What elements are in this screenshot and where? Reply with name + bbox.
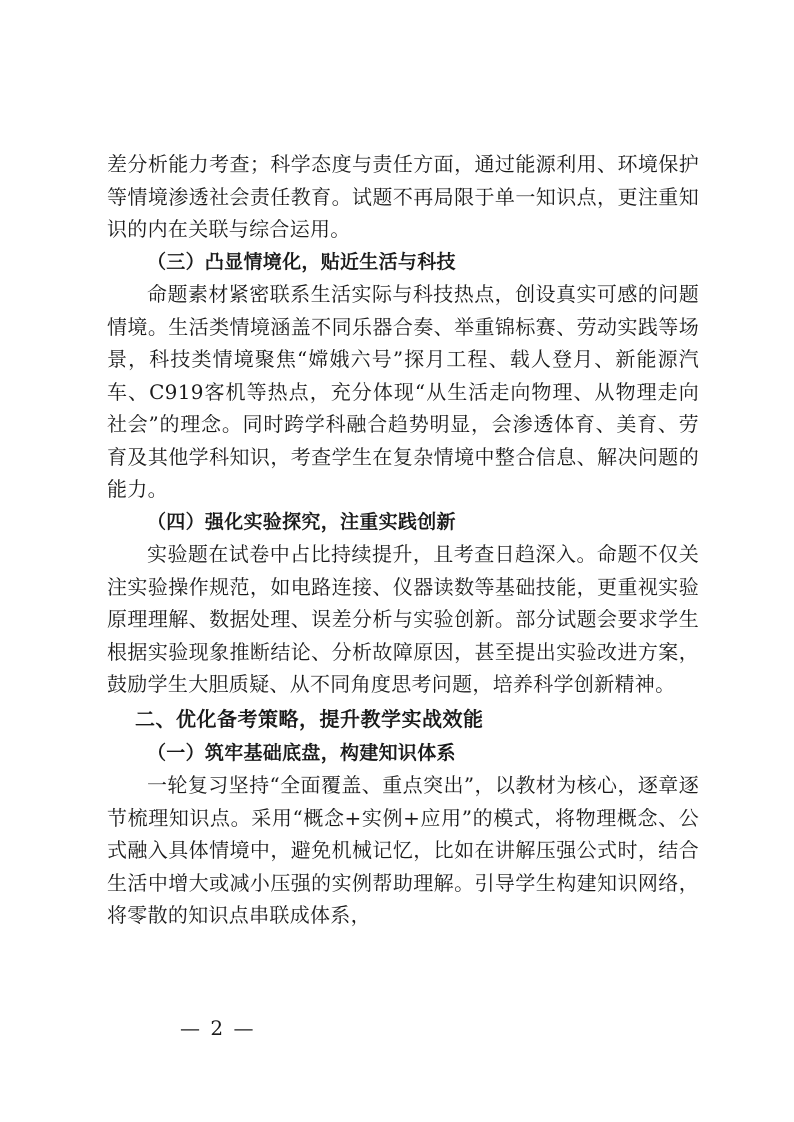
body-paragraph-2: 命题素材紧密联系生活实际与科技热点，创设真实可感的问题情境。生活类情境涵盖不同乐器合奏、举重锦标赛、劳动实践等场景，科技类情境聚焦“嫦娥六号”探月工程、载人登月、新能源汽车、C919客机等热点，充分体现“从生活走向物理、从物理走向社会”的理念。同时跨学科融合趋势明显，会渗透体育、美育、劳育及其他学科知识，考查学生在复杂情境中整合信息、解决问题的能力。 [107,282,699,501]
subheading-4: （四）强化实验探究，注重实践创新 [147,510,456,533]
body-paragraph-1: 差分析能力考查；科学态度与责任方面，通过能源利用、环境保护等情境渗透社会责任教育。试题不再局限于单一知识点，更注重知识的内在关联与综合运用。 [107,152,699,241]
document-page [107,148,699,932]
body-paragraph-4: 一轮复习坚持“全面覆盖、重点突出”，以教材为核心，逐章逐节梳理知识点。采用“概念+实例+应用”的模式，将物理概念、公式融入具体情境中，避免机械记忆，比如在讲解压强公式时，结合生活中增大或减小压强的实例帮助理解。引导学生构建知识网络，将零散的知识点串联成体系， [107,773,699,927]
subheading-1: （一）筑牢基础底盘，构建知识体系 [147,741,456,764]
subheading-3: （三）凸显情境化，贴近生活与科技 [147,250,456,273]
section-heading-2: 二、优化备考策略，提升教学实战效能 [135,706,484,731]
body-paragraph-3: 实验题在试卷中占比持续提升，且考查日趋深入。命题不仅关注实验操作规范，如电路连接、仪器读数等基础技能，更重视实验原理理解、数据处理、误差分析与实验创新。部分试题会要求学生根据实验现象推断结论、分析故障原因，甚至提出实验改进方案，鼓励学生大胆质疑、从不同角度思考问题，培养科学创新精神。 [107,542,699,696]
page-number: — 2 — [180,1016,256,1040]
